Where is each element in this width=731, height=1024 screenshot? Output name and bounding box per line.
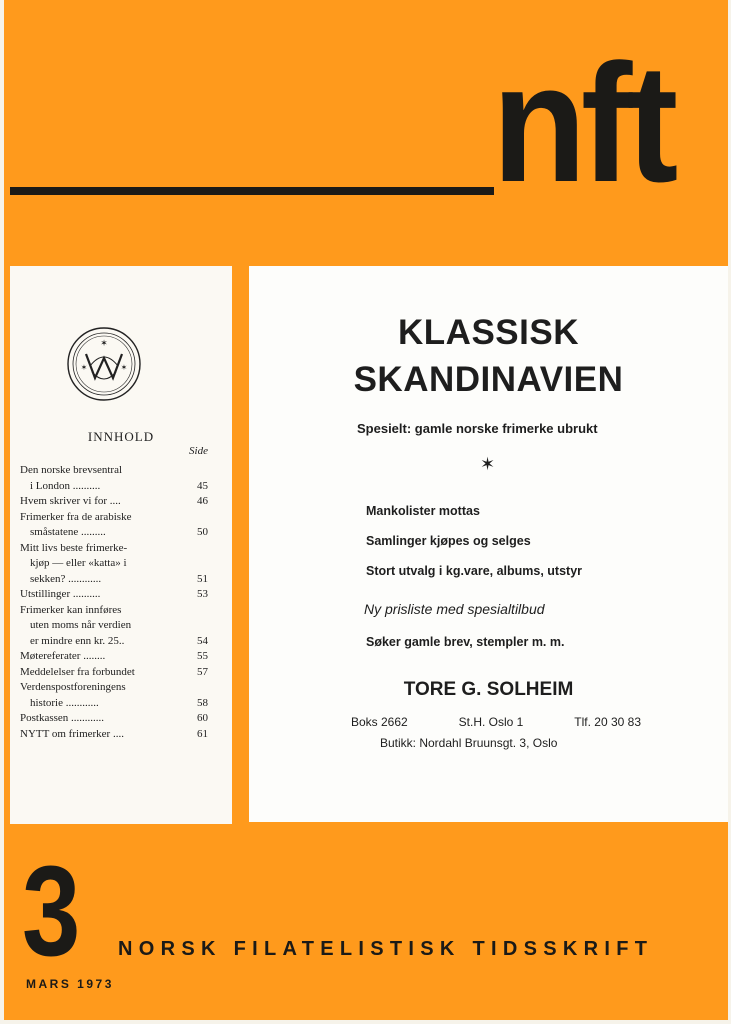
nft-logo: nft: [492, 29, 673, 217]
ad-line-wanted: Søker gamle brev, stempler m. m.: [366, 635, 565, 649]
contents-heading: INNHOLD: [87, 429, 155, 444]
dealer-name: TORE G. SOLHEIM: [403, 679, 574, 700]
svg-text:✶: ✶: [120, 363, 128, 372]
contents-row[interactable]: Frimerker kan innføres: [20, 603, 122, 616]
ad-price-list-note: Ny prisliste med spesialtilbud: [364, 601, 545, 617]
shop-address: Butikk: Nordahl Bruunsgt. 3, Oslo: [380, 736, 558, 750]
advertisement-panel: [249, 266, 728, 822]
contents-row[interactable]: Frimerker fra de arabiske: [20, 510, 132, 523]
contents-row[interactable]: i London .......... 45: [30, 479, 208, 492]
journal-name: NORSK FILATELISTISK TIDSSKRIFT: [118, 938, 654, 960]
contents-row[interactable]: Meddelelser fra forbundet 57: [20, 665, 208, 678]
phone-number: Tlf. 20 30 83: [574, 715, 641, 729]
contents-row[interactable]: kjøp — eller «katta» i: [30, 557, 127, 569]
issue-number: 3: [22, 840, 81, 983]
contents-row[interactable]: uten moms når verdien: [30, 619, 132, 631]
contents-row[interactable]: Postkassen ............ 60: [20, 712, 208, 724]
contents-row[interactable]: Den norske brevsentral: [20, 464, 123, 476]
contents-row[interactable]: Møtereferater ........ 55: [20, 650, 208, 662]
issue-date: MARS 1973: [26, 977, 114, 991]
contents-row[interactable]: sekken? ............ 51: [30, 572, 208, 585]
svg-text:✶: ✶: [80, 363, 88, 372]
ad-line-selection: Stort utvalg i kg.vare, albums, utstyr: [366, 564, 583, 578]
masthead-rule: [10, 187, 494, 195]
po-box: Boks 2662: [351, 715, 408, 729]
contents-row[interactable]: er mindre enn kr. 25.. 54: [30, 634, 208, 647]
contents-list: [20, 463, 208, 742]
contents-row[interactable]: Hvem skriver vi for .... 46: [20, 495, 208, 507]
contents-row[interactable]: historie ............ 58: [30, 696, 208, 709]
ad-subtitle: Spesielt: gamle norske frimerke ubrukt: [357, 421, 598, 436]
ad-line-wantlists: Mankolister mottas: [366, 504, 480, 518]
contents-row[interactable]: Verdenspostforeningens: [20, 681, 126, 693]
ad-title-line-2: SKANDINAVIEN: [353, 360, 624, 399]
contents-row[interactable]: småstatene ......... 50: [30, 526, 208, 538]
ad-line-collections: Samlinger kjøpes og selges: [366, 534, 531, 548]
svg-text:✶: ✶: [100, 338, 108, 348]
contents-row[interactable]: NYTT om frimerker .... 61: [20, 727, 208, 740]
star-icon: ✶: [480, 454, 496, 474]
contents-row[interactable]: Utstillinger .......... 53: [20, 588, 208, 600]
postal-code: St.H. Oslo 1: [458, 715, 524, 729]
contents-panel: [10, 266, 232, 824]
ad-title-line-1: KLASSISK: [398, 313, 579, 352]
page-column-label: Side: [189, 445, 208, 457]
society-seal-icon: [66, 326, 142, 402]
dealer-address: [351, 715, 641, 729]
contents-row[interactable]: Mitt livs beste frimerke-: [20, 541, 128, 554]
magazine-cover: [4, 0, 728, 1020]
